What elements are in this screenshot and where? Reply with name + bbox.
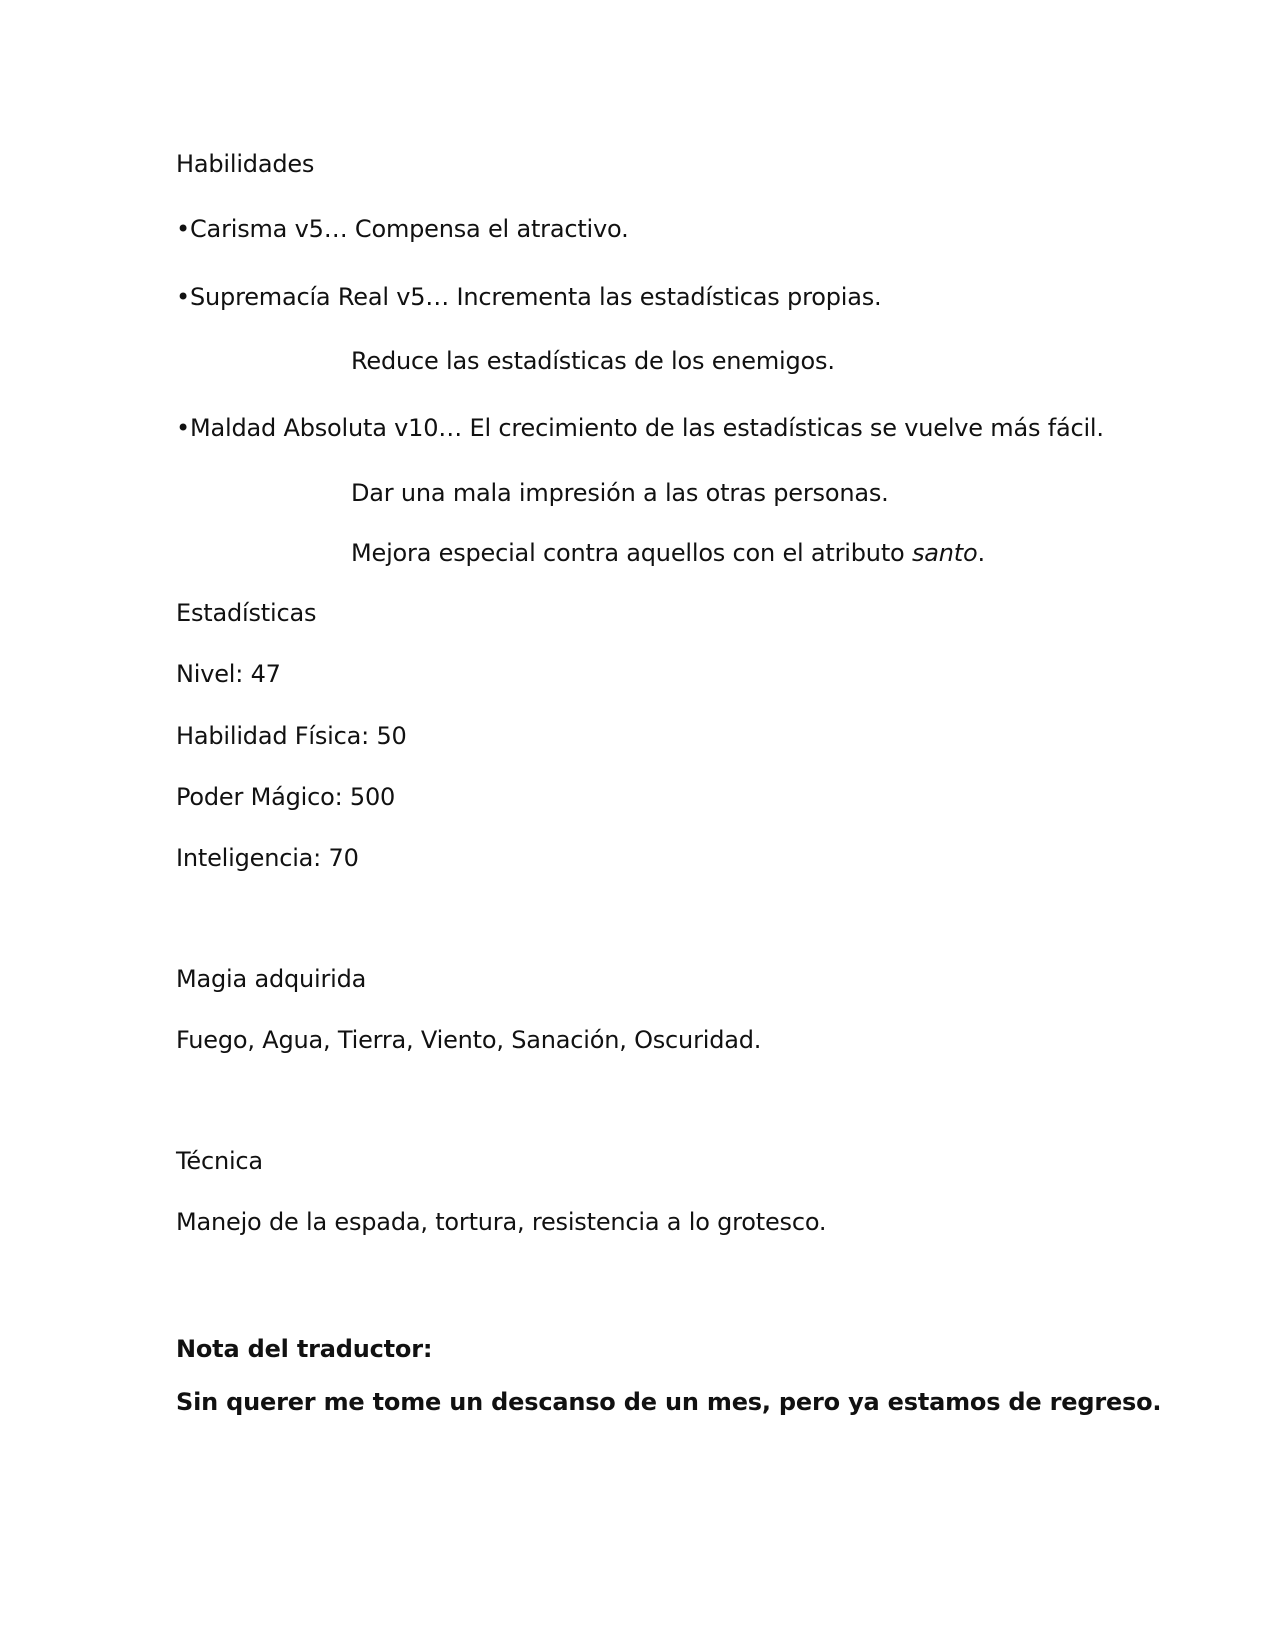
skill-continuation: Reduce las estadísticas de los enemigos.: [351, 347, 835, 375]
skill-continuation-text: Mejora especial contra aquellos con el atributo: [351, 539, 912, 567]
skill-item-absolute-evil: [176, 412, 1104, 444]
technique-heading: Técnica: [176, 1147, 263, 1175]
technique-list: Manejo de la espada, tortura, resistencia a lo grotesco.: [176, 1208, 827, 1236]
stat-intelligence: Inteligencia: 70: [176, 844, 359, 872]
stats-heading: Estadísticas: [176, 599, 317, 627]
skill-continuation-holy: [351, 537, 985, 569]
skill-text: Maldad Absoluta v10… El crecimiento de las estadísticas se vuelve más fácil.: [190, 414, 1104, 442]
translator-note-heading: Nota del traductor:: [176, 1335, 433, 1363]
skill-text: Supremacía Real v5… Incrementa las estadísticas propias.: [190, 283, 882, 311]
stat-physical: Habilidad Física: 50: [176, 722, 407, 750]
skill-continuation-end: .: [977, 539, 985, 567]
stat-level: Nivel: 47: [176, 660, 281, 688]
magic-list: Fuego, Agua, Tierra, Viento, Sanación, Oscuridad.: [176, 1026, 762, 1054]
skill-item-charisma: [176, 213, 629, 245]
skills-heading: Habilidades: [176, 150, 315, 178]
skill-item-royal-supremacy: [176, 281, 881, 313]
bullet-icon: •: [176, 215, 190, 243]
bullet-icon: •: [176, 283, 190, 311]
holy-attribute: santo: [911, 539, 978, 567]
stat-magic-power: Poder Mágico: 500: [176, 783, 396, 811]
skill-continuation: Dar una mala impresión a las otras personas.: [351, 479, 889, 507]
bullet-icon: •: [176, 414, 190, 442]
skill-text: Carisma v5… Compensa el atractivo.: [190, 215, 629, 243]
translator-note-text: Sin querer me tome un descanso de un mes, pero ya estamos de regreso.: [176, 1388, 1162, 1416]
magic-heading: Magia adquirida: [176, 965, 367, 993]
